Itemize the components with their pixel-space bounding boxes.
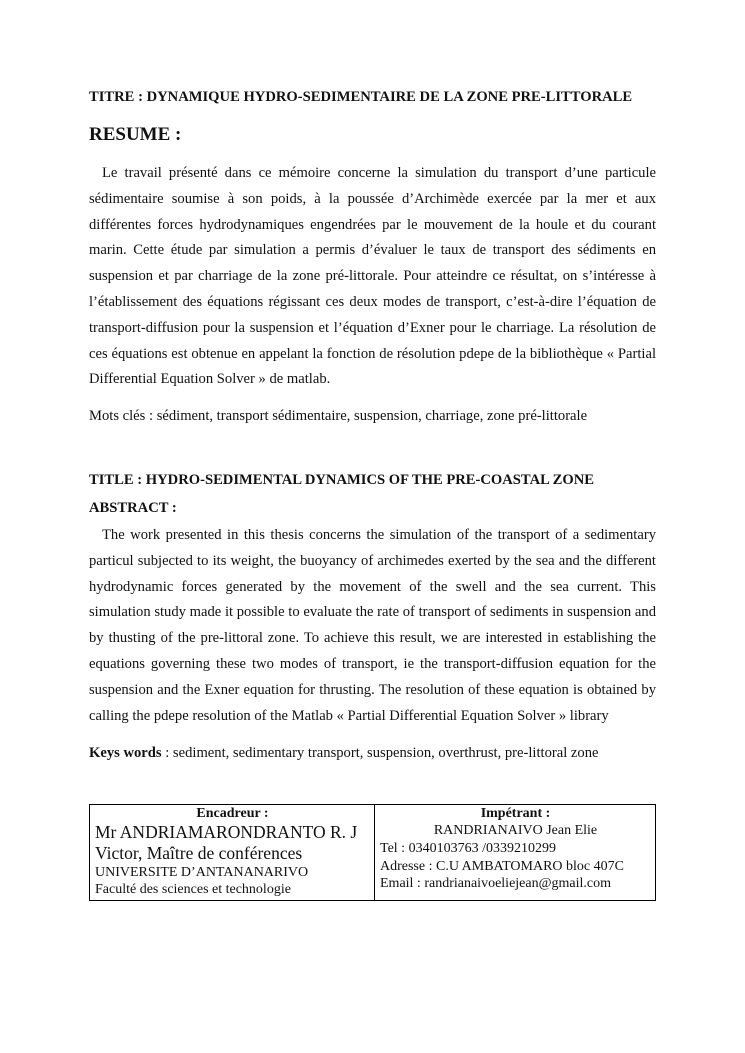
supervisor-title: Victor, Maître de conférences	[95, 843, 303, 863]
keywords-text: : sediment, sedimentary transport, suspension, overthrust, pre-littoral zone	[161, 745, 599, 761]
candidate-heading: Impétrant :	[480, 806, 551, 821]
supervisor-faculty: Faculté des sciences et technologie	[95, 882, 291, 897]
keywords-label: Keys words	[89, 745, 162, 761]
candidate-email: Email : randrianaivoeliejean@gmail.com	[380, 876, 611, 891]
french-title: TITRE : DYNAMIQUE HYDRO-SEDIMENTAIRE DE LA ZONE PRE-LITTORALE	[89, 89, 633, 105]
resume-paragraph: Le travail présenté dans ce mémoire concerne la simulation du transport d’une particule sédimentaire soumise à son poids, à la poussée d’Archimède exercée par la mer et aux différentes forces hydrodynamiques engendrées par le mouvement de la houle et du courant marin. Cette étude par simulation a permis d’évaluer le taux de transport des sédiments en suspension et par charriage de la zone pré-littorale. Pour atteindre ce résultat, on s’intéresse à l’établissement des équations régissant ces deux modes de transport, c’est-à-dire l’équation de transport-diffusion pour la suspension et l’équation d’Exner pour le charriage. La résolution de ces équations est obtenue en appelant la fonction de résolution pdepe de la bibliothèque « Partial Differential Equation Solver » de matlab.	[89, 165, 656, 388]
english-title: TITLE : HYDRO-SEDIMENTAL DYNAMICS OF THE PRE-COASTAL ZONE	[89, 472, 595, 488]
candidate-cell	[375, 805, 656, 901]
supervisor-cell	[90, 805, 375, 901]
english-keywords	[89, 745, 598, 762]
french-keywords: Mots clés : sédiment, transport sédimentaire, suspension, charriage, zone pré-littorale	[89, 408, 588, 424]
resume-heading: RESUME :	[89, 124, 182, 145]
candidate-address: Adresse : C.U AMBATOMARO bloc 407C	[380, 858, 624, 874]
candidate-name: RANDRIANAIVO Jean Elie	[433, 823, 598, 838]
abstract-heading: ABSTRACT :	[89, 500, 177, 516]
supervisor-university: UNIVERSITE D’ANTANANARIVO	[95, 865, 309, 880]
abstract-paragraph: The work presented in this thesis concerns the simulation of the transport of a sedimentary particul subjected to its weight, the buoyancy of archimedes exerted by the sea and the different hydrodynamic forces generated by the movement of the swell and the sea current. This simulation study made it possible to evaluate the rate of transport of sediments in suspension and by thusting of the pre-littoral zone. To achieve this result, we are interested in establishing the equations governing these two modes of transport, ie the transport-diffusion equation for the suspension and the Exner equation for thrusting. The resolution of these equation is obtained by calling the pdepe resolution of the Matlab « Partial Differential Equation Solver » library	[89, 527, 656, 724]
info-table	[89, 804, 656, 901]
candidate-tel: Tel : 0340103763 /0339210299	[380, 841, 556, 856]
supervisor-name: Mr ANDRIAMARONDRANTO R. J	[95, 822, 358, 842]
supervisor-heading: Encadreur :	[196, 806, 269, 821]
